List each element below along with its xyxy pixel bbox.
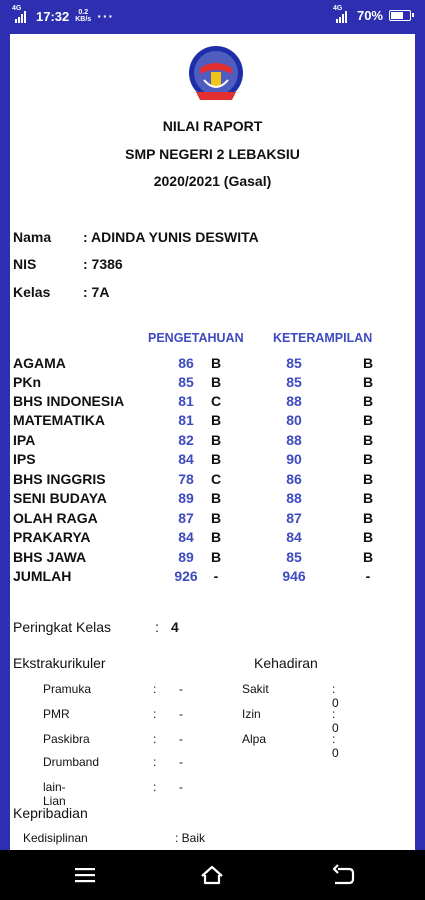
item-name: Drumband <box>43 755 100 769</box>
rank-value: 4 <box>171 619 179 635</box>
knowledge-score: 78 <box>178 471 194 487</box>
grade-row <box>13 510 413 529</box>
knowledge-score: 87 <box>178 510 194 526</box>
attendance-value: : 0 <box>332 682 339 710</box>
skill-grade: B <box>362 490 374 506</box>
grade-row <box>13 412 413 431</box>
item-name: Pramuka <box>43 682 92 696</box>
network-type-right: 4G <box>332 4 343 12</box>
knowledge-score: 82 <box>178 432 194 448</box>
skill-score: 85 <box>286 355 302 371</box>
class-label: Kelas <box>13 284 51 300</box>
skill-score: 88 <box>286 490 302 506</box>
attendance-name: Izin <box>242 707 261 721</box>
more-notifications-icon: ··· <box>97 8 115 24</box>
class-rank-row <box>13 619 179 635</box>
nis-label: NIS <box>13 256 37 272</box>
subject-name: SENI BUDAYA <box>13 490 107 506</box>
menu-icon[interactable] <box>72 863 98 887</box>
skill-grade: B <box>362 510 374 526</box>
attendance-value: : 0 <box>332 732 339 760</box>
knowledge-total-grade: - <box>213 568 219 584</box>
academic-period: 2020/2021 (Gasal) <box>153 173 272 189</box>
report-page[interactable] <box>10 34 415 850</box>
knowledge-score: 84 <box>178 451 194 467</box>
subject-name: PKn <box>13 374 41 390</box>
knowledge-grade: B <box>210 451 222 467</box>
attendance-value: : 0 <box>332 707 339 735</box>
skill-score: 88 <box>286 432 302 448</box>
skill-grade: B <box>362 412 374 428</box>
item-colon: : <box>153 707 157 721</box>
grade-row <box>13 393 413 412</box>
grade-row <box>13 549 413 568</box>
knowledge-score: 89 <box>178 549 194 565</box>
total-row <box>13 568 413 587</box>
extracurricular-title: Ekstrakurikuler <box>13 655 106 671</box>
knowledge-score: 85 <box>178 374 194 390</box>
subject-name: IPS <box>13 451 36 467</box>
class-value: : 7A <box>83 284 110 300</box>
knowledge-column-header: PENGETAHUAN <box>148 331 244 345</box>
item-name: Paskibra <box>43 732 90 746</box>
item-colon: : <box>153 682 157 696</box>
back-icon[interactable] <box>330 863 356 887</box>
grade-row <box>13 374 413 393</box>
grade-row <box>13 471 413 490</box>
knowledge-score: 89 <box>178 490 194 506</box>
knowledge-score: 81 <box>178 412 194 428</box>
grade-row <box>13 451 413 470</box>
data-speed: 0.2 KB/s <box>75 9 92 23</box>
skill-score: 84 <box>286 529 302 545</box>
item-value: - <box>179 682 183 696</box>
signal-icon <box>12 5 30 23</box>
skill-column-header: KETERAMPILAN <box>273 331 373 345</box>
item-value: - <box>179 732 183 746</box>
skill-score: 90 <box>286 451 302 467</box>
skill-score: 85 <box>286 374 302 390</box>
item-colon: : <box>153 755 157 769</box>
skill-grade: B <box>362 529 374 545</box>
item-colon: : <box>153 780 157 794</box>
item-colon: : <box>153 732 157 746</box>
knowledge-score: 81 <box>178 393 194 409</box>
skill-score: 86 <box>286 471 302 487</box>
knowledge-grade: C <box>210 393 222 409</box>
knowledge-grade: B <box>210 529 222 545</box>
subject-name: IPA <box>13 432 36 448</box>
personality-name: Kedisiplinan <box>23 831 88 845</box>
subject-name: AGAMA <box>13 355 66 371</box>
skill-grade: B <box>362 471 374 487</box>
knowledge-grade: B <box>210 355 222 371</box>
item-value: - <box>179 707 183 721</box>
knowledge-score: 84 <box>178 529 194 545</box>
rank-label: Peringkat Kelas <box>13 619 112 635</box>
report-title: NILAI RAPORT <box>162 118 263 134</box>
item-value: - <box>179 780 183 794</box>
knowledge-grade: C <box>210 471 222 487</box>
attendance-title: Kehadiran <box>254 655 318 671</box>
grade-row <box>13 529 413 548</box>
grade-row <box>13 355 413 374</box>
skill-grade: B <box>362 549 374 565</box>
knowledge-total: 926 <box>174 568 198 584</box>
skill-grade: B <box>362 451 374 467</box>
skill-total: 946 <box>282 568 306 584</box>
skill-total-grade: - <box>365 568 371 584</box>
clock: 17:32 <box>36 8 70 24</box>
navigation-bar <box>0 850 425 900</box>
skill-score: 80 <box>286 412 302 428</box>
skill-score: 87 <box>286 510 302 526</box>
subject-name: MATEMATIKA <box>13 412 106 428</box>
item-name: PMR <box>43 707 70 721</box>
battery-icon <box>389 10 411 21</box>
knowledge-grade: B <box>210 549 222 565</box>
subject-name: PRAKARYA <box>13 529 91 545</box>
nis-value: : 7386 <box>83 256 123 272</box>
knowledge-grade: B <box>210 374 222 390</box>
skill-grade: B <box>362 432 374 448</box>
school-logo <box>182 40 250 108</box>
skill-grade: B <box>362 355 374 371</box>
personality-item <box>23 831 206 845</box>
skill-grade: B <box>362 374 374 390</box>
personality-value: : Baik <box>175 831 206 845</box>
school-name: SMP NEGERI 2 LEBAKSIU <box>125 146 300 162</box>
battery-level: 70% <box>356 8 383 23</box>
knowledge-grade: B <box>210 490 222 506</box>
item-name: lain-Lian <box>43 780 66 808</box>
skill-score: 85 <box>286 549 302 565</box>
personality-title: Kepribadian <box>13 805 88 821</box>
grade-row <box>13 432 413 451</box>
subject-name: OLAH RAGA <box>13 510 98 526</box>
skill-score: 88 <box>286 393 302 409</box>
item-value: - <box>179 755 183 769</box>
subject-name: BHS INGGRIS <box>13 471 106 487</box>
signal-icon-right <box>332 4 351 23</box>
attendance-name: Sakit <box>242 682 269 696</box>
rank-colon: : <box>155 619 159 635</box>
skill-grade: B <box>362 393 374 409</box>
knowledge-grade: B <box>210 510 222 526</box>
name-label: Nama <box>13 229 52 245</box>
subject-name: BHS JAWA <box>13 549 87 565</box>
knowledge-grade: B <box>210 412 222 428</box>
status-bar <box>0 0 425 34</box>
knowledge-grade: B <box>210 432 222 448</box>
network-type-left: 4G <box>12 5 22 12</box>
grade-row <box>13 490 413 509</box>
total-label: JUMLAH <box>13 568 72 584</box>
knowledge-score: 86 <box>178 355 194 371</box>
name-value: : ADINDA YUNIS DESWITA <box>83 229 259 245</box>
subject-name: BHS INDONESIA <box>13 393 125 409</box>
home-icon[interactable] <box>199 863 225 887</box>
attendance-name: Alpa <box>242 732 267 746</box>
